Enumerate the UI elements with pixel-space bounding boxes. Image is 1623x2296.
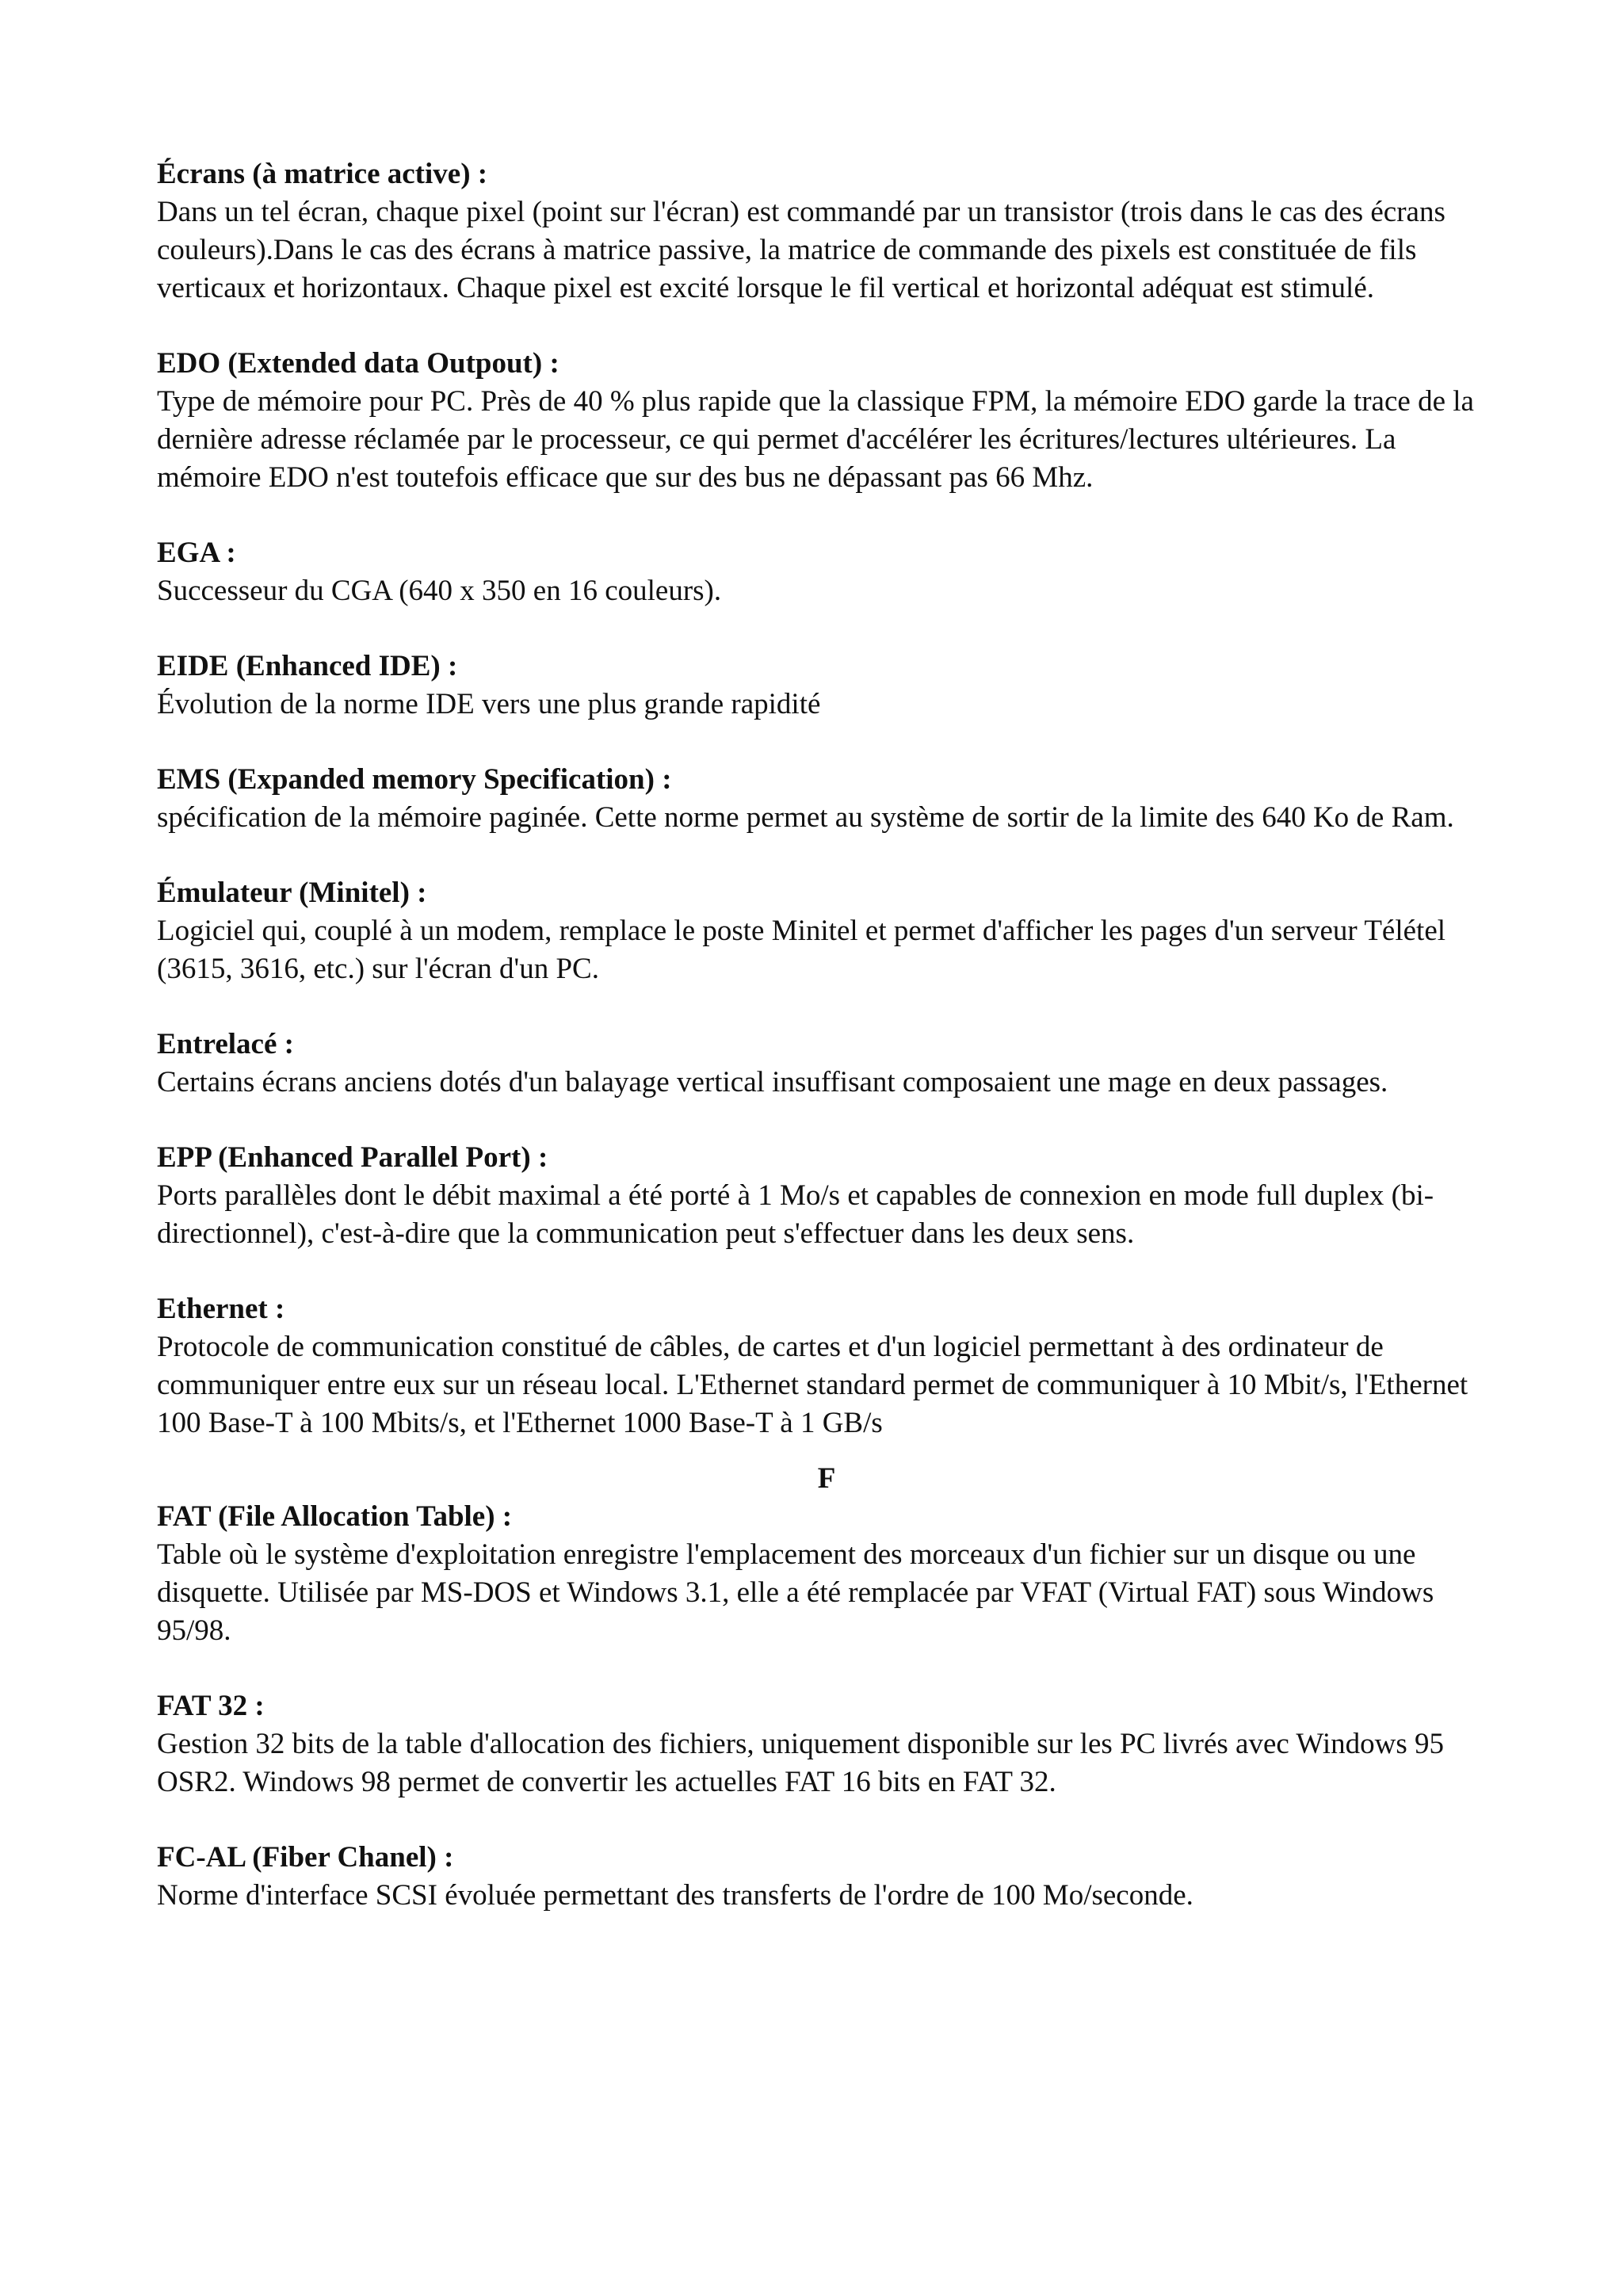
glossary-entry-ega — [157, 534, 1496, 610]
entry-term: EMS (Expanded memory Specification) : — [157, 763, 672, 796]
entry-definition: spécification de la mémoire paginée. Cette norme permet au système de sortir de la limite des 640 Ko de Ram. — [157, 801, 1454, 834]
entry-definition: Logiciel qui, couplé à un modem, remplace le poste Minitel et permet d'afficher les pages d'un serveur Télétel (3615, 3616, etc.) sur l'écran d'un PC. — [157, 915, 1446, 985]
entry-definition: Ports parallèles dont le débit maximal a été porté à 1 Mo/s et capables de connexion en mode full duplex (bi-directionnel), c'est-à-dire que la communication peut s'effectuer dans les deux sens. — [157, 1179, 1434, 1250]
entry-definition: Certains écrans anciens dotés d'un balayage vertical insuffisant composaient une mage en deux passages. — [157, 1066, 1388, 1098]
glossary-entry-fc-al — [157, 1839, 1496, 1915]
glossary-entry-eide — [157, 648, 1496, 724]
document-page — [157, 155, 1496, 1952]
entry-term: FC-AL (Fiber Chanel) : — [157, 1841, 454, 1874]
entry-term: Ethernet : — [157, 1293, 285, 1325]
entry-term: Émulateur (Minitel) : — [157, 877, 427, 909]
glossary-entry-ecrans — [157, 155, 1496, 308]
entry-definition: Table où le système d'exploitation enregistre l'emplacement des morceaux d'un fichier sur un disque ou une disquette. Utilisée par MS-DOS et Windows 3.1, elle a été remplacée par VFAT (Virtual FAT) sous Windows 95/98. — [157, 1538, 1434, 1647]
entry-term: FAT 32 : — [157, 1690, 265, 1722]
glossary-entry-fat — [157, 1498, 1496, 1650]
entry-definition: Gestion 32 bits de la table d'allocation des fichiers, uniquement disponible sur les PC livrés avec Windows 95 OSR2. Windows 98 permet de convertir les actuelles FAT 16 bits en FAT 32. — [157, 1728, 1444, 1798]
glossary-entry-edo — [157, 345, 1496, 497]
entry-term: EIDE (Enhanced IDE) : — [157, 650, 458, 682]
glossary-entry-ems — [157, 761, 1496, 837]
entry-term: EDO (Extended data Outpout) : — [157, 347, 559, 380]
section-letter-heading: F — [817, 1462, 836, 1495]
glossary-entry-epp — [157, 1139, 1496, 1253]
entry-definition: Successeur du CGA (640 x 350 en 16 couleurs). — [157, 575, 722, 607]
entry-definition: Évolution de la norme IDE vers une plus grande rapidité — [157, 688, 821, 720]
entry-term: FAT (File Allocation Table) : — [157, 1500, 513, 1533]
entry-term: Écrans (à matrice active) : — [157, 158, 488, 190]
glossary-entry-ethernet — [157, 1290, 1496, 1442]
glossary-entry-entrelace — [157, 1026, 1496, 1102]
entry-term: EGA : — [157, 537, 236, 569]
entry-definition: Protocole de communication constitué de câbles, de cartes et d'un logiciel permettant à des ordinateur de communiquer entre eux sur un réseau local. L'Ethernet standard permet de communiquer à 10 Mbit/s, l'Ethernet 100 Base-T à 100 Mbits/s, et l'Ethernet 1000 Base-T à 1 GB/s — [157, 1331, 1468, 1439]
entry-definition: Type de mémoire pour PC. Près de 40 % plus rapide que la classique FPM, la mémoire EDO garde la trace de la dernière adresse réclamée par le processeur, ce qui permet d'accélérer les écritures/lectures ultérieures. La mémoire EDO n'est toutefois efficace que sur des bus ne dépassant pas 66 Mhz. — [157, 385, 1474, 494]
entry-definition: Norme d'interface SCSI évoluée permettant des transferts de l'ordre de 100 Mo/seconde. — [157, 1879, 1193, 1912]
glossary-entry-fat32 — [157, 1687, 1496, 1801]
entry-term: EPP (Enhanced Parallel Port) : — [157, 1141, 548, 1174]
glossary-entry-emulateur — [157, 874, 1496, 988]
entry-definition: Dans un tel écran, chaque pixel (point sur l'écran) est commandé par un transistor (trois dans le cas des écrans couleurs).Dans le cas des écrans à matrice passive, la matrice de commande des pixels est constituée de fils verticaux et horizontaux. Chaque pixel est excité lorsque le fil vertical et horizontal adéquat est stimulé. — [157, 196, 1445, 304]
entry-term: Entrelacé : — [157, 1028, 294, 1060]
